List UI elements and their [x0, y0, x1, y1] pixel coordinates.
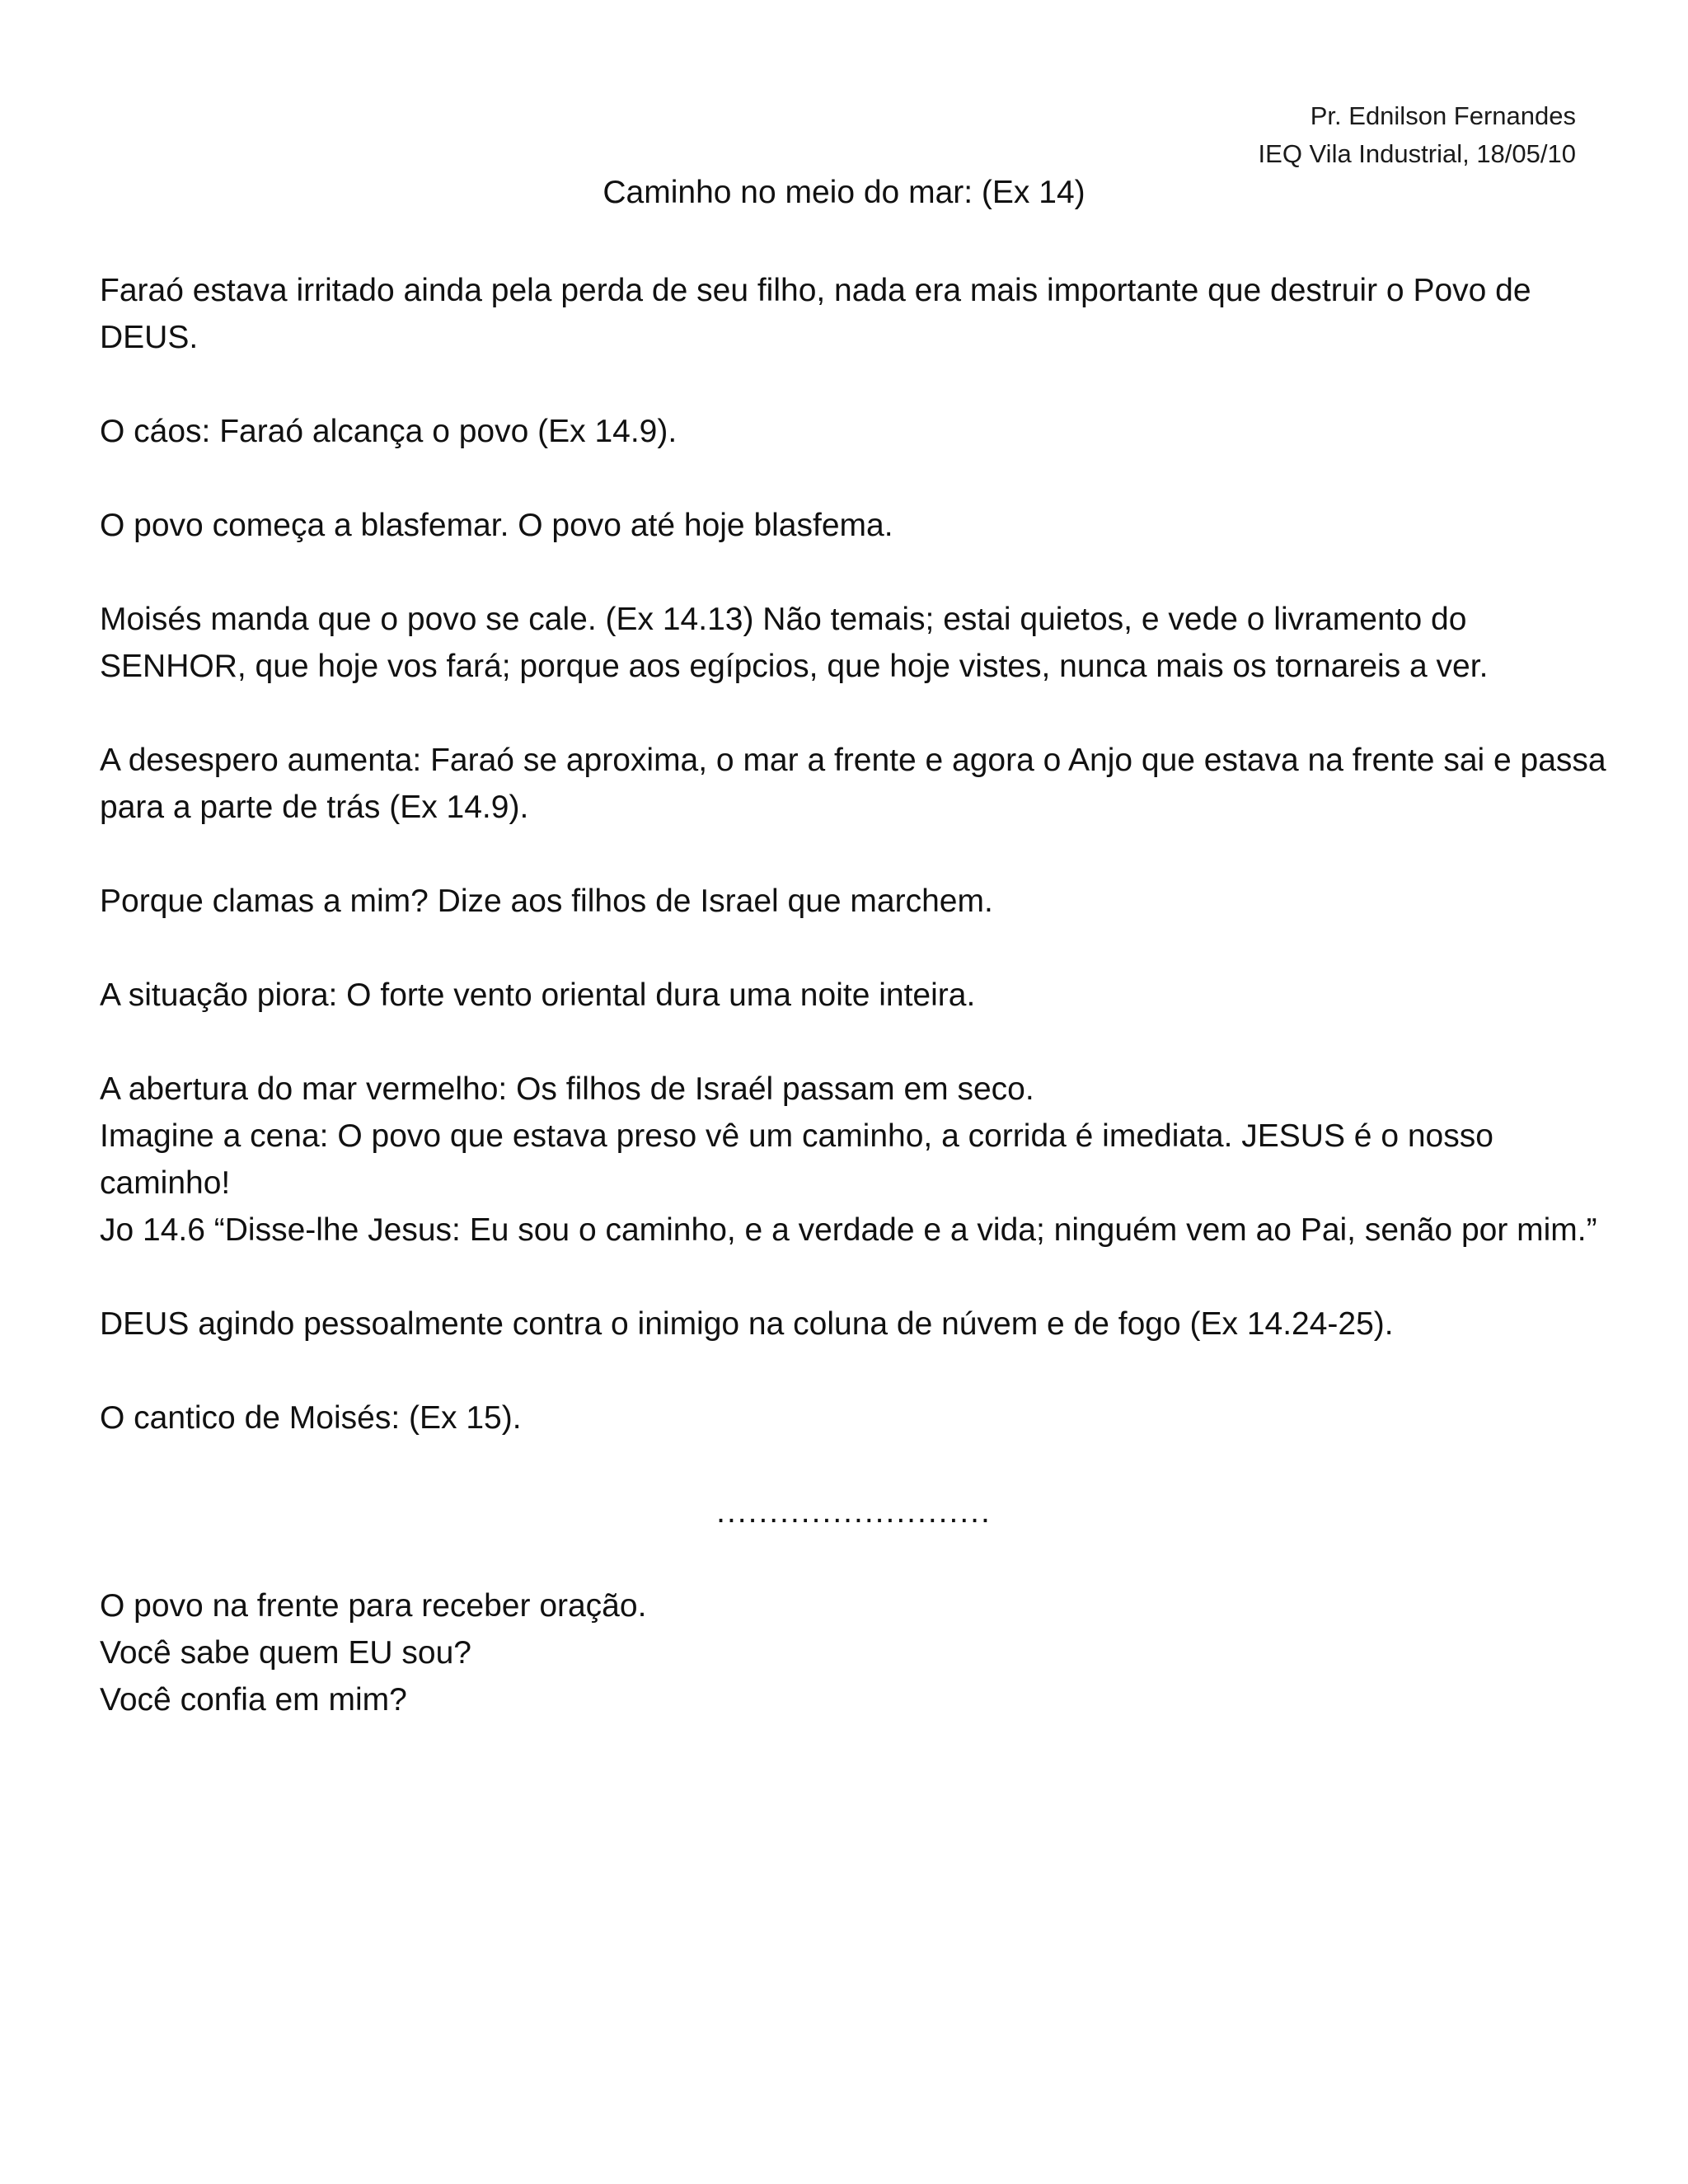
paragraph-song-of-moses: O cantico de Moisés: (Ex 15). — [100, 1400, 522, 1436]
paragraph-despair: A desespero aumenta: Faraó se aproxima, o mar a frente e agora o Anjo que estava na frente sai e passa para a parte de trás (Ex 14.9). — [100, 743, 1606, 825]
closing-line-trust: Você confia em mim? — [100, 1682, 407, 1718]
document-header — [1259, 97, 1576, 173]
paragraph-chaos: O cáos: Faraó alcança o povo (Ex 14.9). — [100, 414, 678, 449]
section-separator: .......................... — [716, 1494, 992, 1530]
sermon-title: Caminho no meio do mar: (Ex 14) — [603, 175, 1085, 210]
paragraph-blasphemy: O povo começa a blasfemar. O povo até hoje blasfema. — [100, 508, 893, 543]
crossing-section — [100, 1066, 1608, 1254]
author-name: Pr. Ednilson Fernandes — [1310, 101, 1576, 130]
paragraph-moses-silence: Moisés manda que o povo se cale. (Ex 14.13) Não temais; estai quietos, e vede o livramento do SENHOR, que hoje vos fará; porque aos egípcios, que hoje vistes, nunca mais os tornareis a ver. — [100, 602, 1489, 684]
paragraph-situation-worsens: A situação piora: O forte vento oriental dura uma noite inteira. — [100, 977, 976, 1013]
paragraph-pharaoh-angry: Faraó estava irritado ainda pela perda de seu filho, nada era mais importante que destruir o Povo de DEUS. — [100, 273, 1531, 355]
document-body — [100, 267, 1608, 1723]
paragraph-sea-opening: A abertura do mar vermelho: Os filhos de Israél passam em seco. — [100, 1071, 1034, 1107]
paragraph-god-acting: DEUS agindo pessoalmente contra o inimigo na coluna de núvem e de fogo (Ex 14.24-25). — [100, 1306, 1394, 1342]
closing-line-who-am-i: Você sabe quem EU sou? — [100, 1635, 471, 1671]
closing-section — [100, 1582, 1608, 1723]
paragraph-imagine-scene: Imagine a cena: O povo que estava preso vê um caminho, a corrida é imediata. JESUS é o nosso caminho! — [100, 1118, 1493, 1201]
place-date: IEQ Vila Industrial, 18/05/10 — [1258, 139, 1576, 168]
paragraph-john-14-6: Jo 14.6 “Disse-lhe Jesus: Eu sou o caminho, e a verdade e a vida; ninguém vem ao Pai, senão por mim.” — [100, 1212, 1597, 1248]
paragraph-march: Porque clamas a mim? Dize aos filhos de Israel que marchem. — [100, 883, 993, 919]
closing-line-prayer: O povo na frente para receber oração. — [100, 1588, 647, 1624]
